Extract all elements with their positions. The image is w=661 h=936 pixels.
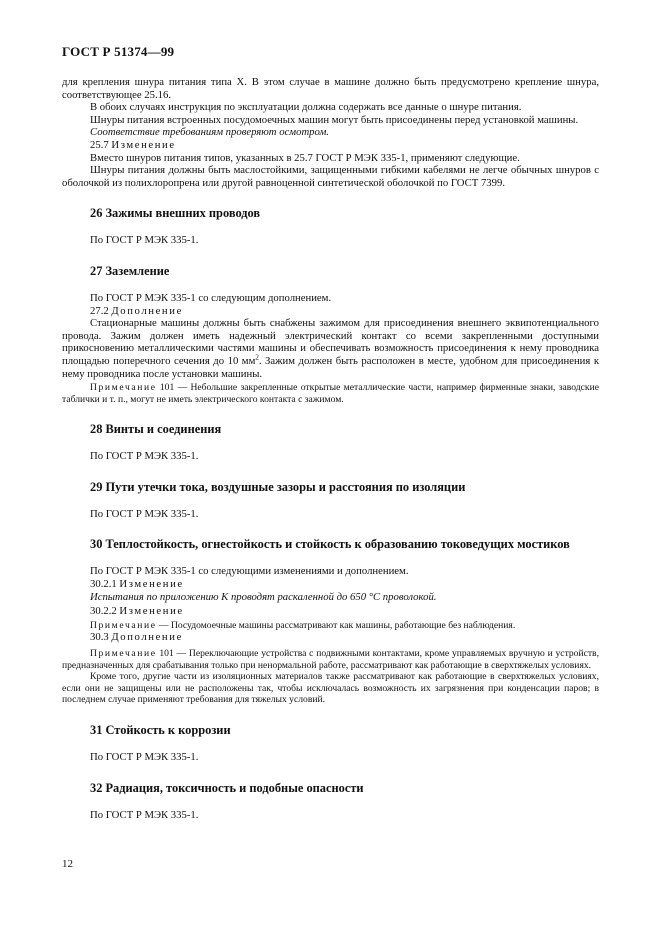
clause-number: 30.2.1 — [90, 578, 120, 591]
page-content — [62, 76, 599, 821]
section-32-body: По ГОСТ Р МЭК 335-1. — [90, 808, 199, 821]
section-31-title: 31 Стойкость к коррозии — [90, 723, 231, 737]
section-27-body: По ГОСТ Р МЭК 335-1 со следующим дополнением. — [90, 291, 332, 304]
clause-word: Изменение — [119, 578, 184, 591]
section-30-body: По ГОСТ Р МЭК 335-1 со следующими изменениями и дополнением. — [90, 565, 409, 578]
clause-word: Изменение — [111, 138, 176, 151]
clause-30-2-1 — [62, 578, 599, 591]
clause-number: 30.3 — [90, 631, 112, 644]
section-31-body: По ГОСТ Р МЭК 335-1. — [90, 751, 199, 763]
section-27-title: 27 Заземление — [90, 263, 170, 278]
section-28-body: По ГОСТ Р МЭК 335-1. — [90, 450, 199, 463]
page-number: 12 — [62, 858, 73, 870]
section-29-body: По ГОСТ Р МЭК 335-1. — [90, 507, 199, 520]
clause-word: Изменение — [119, 605, 184, 618]
standard-header: ГОСТ Р 51374—99 — [62, 44, 175, 59]
clause-word: Дополнение — [111, 304, 183, 317]
note-continuation: Кроме того, другие части из изоляционных материалов также рассматривают как работающие в сверхтяжелых условиях, если они не защищены или не расположены так, чтобы исключалась возможность их загрязнения при конденсации паров; в последнем случае применяют требования для тяжелых условий. — [62, 671, 599, 706]
clause-27-2 — [62, 305, 599, 318]
paragraph: для крепления шнура питания типа X. В этом случае в машине должно быть предусмотрено крепление шнура, соответствующее 25.16. — [62, 76, 599, 101]
superscript: 2 — [255, 353, 259, 362]
note-101 — [62, 648, 599, 671]
compliance-note: Соответствие требованиям проверяют осмотром. — [90, 126, 329, 139]
paragraph: Шнуры питания встроенных посудомоечных машин могут быть присоединены перед установкой машины. — [90, 113, 579, 126]
section-27-text — [62, 317, 599, 380]
note — [62, 620, 599, 632]
note-label: Примечание — [90, 648, 157, 660]
section-29-title: 29 Пути утечки тока, воздушные зазоры и расстояния по изоляции — [90, 479, 466, 494]
clause-number: 30.2.2 — [90, 605, 120, 618]
section-32-title: 32 Радиация, токсичность и подобные опасности — [90, 780, 364, 795]
section-26-title: 26 Зажимы внешних проводов — [90, 206, 261, 221]
text-part: . Зажим должен быть расположен в месте, удобном для присоединения к нему проводника после установки машины. — [62, 354, 600, 380]
clause-number: 25.7 — [90, 138, 112, 151]
note-label: Примечание — [90, 619, 157, 631]
note-text: 101 — Переключающие устройства с подвижными контактами, кроме управляемых вручную и устройств, предназначенных для срабатывания только при ненормальной работе, рассматривают как работающие в сверхтяжелых условиях. — [62, 648, 599, 671]
paragraph: В обоих случаях инструкция по эксплуатации должна содержать все данные о шнуре питания. — [90, 101, 522, 114]
clause-30-2-1-text: Испытания по приложению К проводят раскаленной до 650 °С проволокой. — [90, 590, 437, 603]
section-28-title: 28 Винты и соединения — [90, 422, 222, 437]
text-part: Стационарные машины должны быть снабжены зажимом для присоединения внешнего эквипотенциального провода. Зажим должен иметь надежный электрический контакт со всеми закрепленными доступными прикосновению металлическими частями машины и обеспечивать возможность присоединения к нему проводника площадью поперечного сечения до 10 мм — [62, 317, 599, 367]
clause-30-2-2 — [62, 605, 599, 618]
note-label: Примечание — [90, 382, 157, 394]
clause-30-3 — [62, 631, 599, 644]
section-30-title: 30 Теплостойкость, огнестойкость и стойкость к образованию токоведущих мостиков — [90, 537, 570, 552]
note-text: — Посудомоечные машины рассматривают как машины, работающие без наблюдения. — [156, 619, 516, 631]
note-101 — [62, 382, 599, 405]
clause-25-7 — [62, 139, 599, 152]
note-text: 101 — Небольшие закрепленные открытые металлические части, например фирменные знаки, заводские таблички и т. п., могут не иметь электрического контакта с зажимом. — [62, 382, 599, 405]
paragraph: Шнуры питания должны быть маслостойкими, защищенными гибкими кабелями не легче обычных шнуров с оболочкой из полихлоропрена или другой равноценной синтетической оболочкой по ГОСТ 7399. — [62, 164, 599, 189]
paragraph: Вместо шнуров питания типов, указанных в 25.7 ГОСТ Р МЭК 335-1, применяют следующие. — [90, 151, 520, 164]
section-26-body: По ГОСТ Р МЭК 335-1. — [90, 234, 199, 247]
clause-number: 27.2 — [90, 304, 112, 317]
clause-word: Дополнение — [111, 631, 183, 644]
